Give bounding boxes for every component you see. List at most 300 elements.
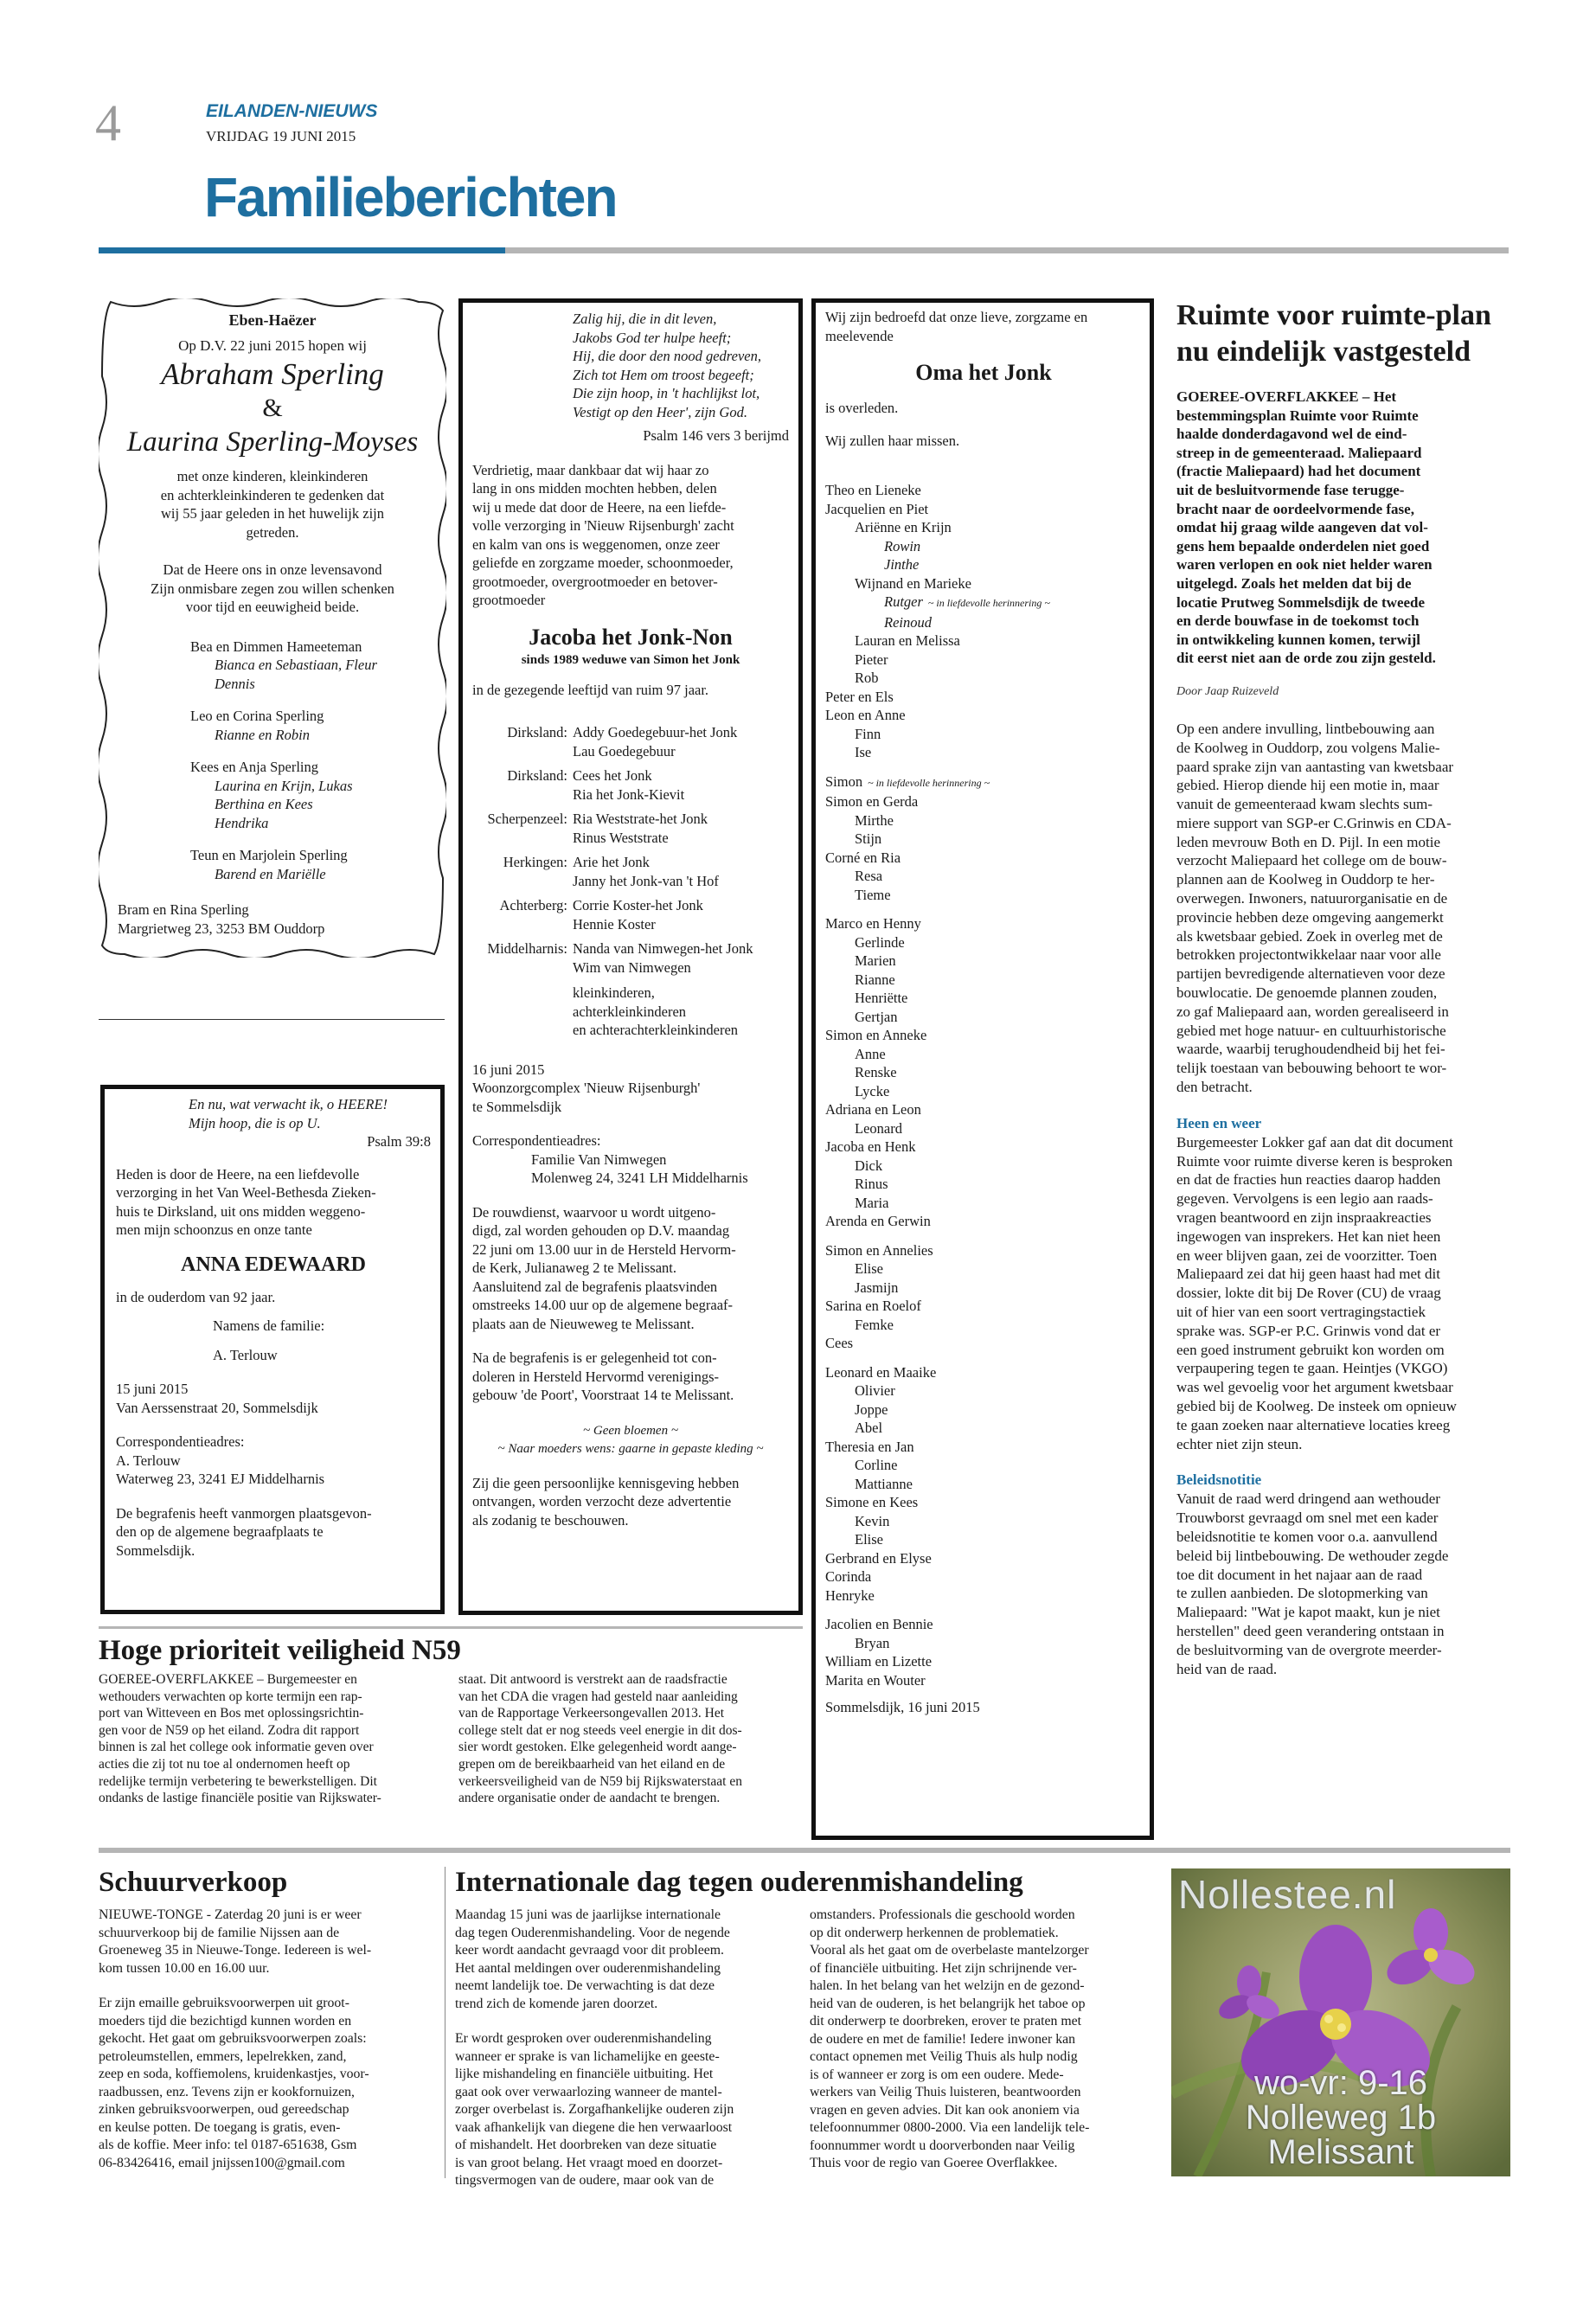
service-line: Aansluitend zal de begrafenis plaatsvinden [472, 1278, 718, 1295]
nollestee-town: Melissant [1267, 2133, 1414, 2171]
family-member: Jinthe [884, 556, 920, 573]
lead-line: gens hem bepaalde onderdelen niet goed [1176, 537, 1430, 554]
p-line: trend zich de komende jaren doorzet. [455, 1996, 658, 2011]
family-line [825, 1316, 1142, 1335]
family-children: Bianca en Sebastiaan, Fleur [215, 657, 377, 673]
corr-line: A. Terlouw [116, 1452, 181, 1469]
lead-line: dit eerst niet aan de orde zou zijn gesteld. [1176, 650, 1436, 667]
family-line [825, 1063, 1142, 1082]
p-line: Vooral als het gaat om de overbelaste mantelzorger [810, 1943, 1089, 1958]
ad-sperling-amp: & [262, 394, 283, 422]
family-member: Gerlinde [855, 933, 905, 951]
family-line [825, 914, 1142, 933]
verse-line: Hij, die door den nood gedreven, [573, 348, 761, 364]
family-line [825, 1157, 1142, 1176]
ad-edewaard-age: in de ouderdom van 92 jaar. [116, 1288, 276, 1305]
p-line: Het aantal meldingen over ouderenmishandeling [455, 1960, 721, 1976]
p-line: Maliepaard zei dat hij geen haast had met dit [1176, 1266, 1440, 1283]
family-line [825, 1297, 1142, 1316]
family-member: Femke [855, 1316, 894, 1333]
family-spacer [825, 1605, 1142, 1615]
family-member: Lauran en Melissa [855, 632, 960, 649]
verse-line: Die zijn hoop, in 't hachlijkst lot, [573, 385, 760, 401]
place-person: Addy Goedegebuur-het Jonk [573, 724, 738, 740]
family-member: Joppe [855, 1400, 888, 1418]
p-line: college stelt dat er nog steeds veel energie in dit dos- [458, 1722, 742, 1738]
p-line: tingsvermogen van de oudere, maar ook van de [455, 2173, 715, 2188]
family-line [825, 688, 1142, 707]
ad-jonk-non-notice [472, 1474, 789, 1530]
p-line: schuurverkoop bij de familie Nijssen aan de [99, 1925, 340, 1940]
family-member: Marien [855, 952, 896, 969]
place-line: te Sommelsdijk [472, 1098, 562, 1115]
p-line: gebied. Hierop diende hij een motie in, maar [1176, 777, 1439, 794]
ad-jonk-non [472, 310, 789, 1529]
p-line: verkeersveiligheid van de N59 bij Rijkswaterstaat en [458, 1773, 742, 1789]
family-line [825, 792, 1142, 811]
family-parents: Teun en Marjolein Sperling [190, 847, 348, 863]
article-ruimte-title [1176, 298, 1510, 370]
family-member: Corline [855, 1457, 898, 1473]
p-line: redelijke termijn verbetering te bewerkstelligen. Dit [99, 1773, 377, 1789]
ad-edewaard-verse-ref: Psalm 39:8 [367, 1133, 431, 1150]
body-line: grootmoeder [472, 592, 546, 608]
service-line: de Kerk, Julianaweg 2 te Melissant. [472, 1259, 676, 1276]
family-member: Adriana en Leon [825, 1101, 921, 1118]
p-line: gebied met hoge natuur- en cultuurhistorische [1176, 1022, 1446, 1039]
family-line [825, 1381, 1142, 1400]
place-row [472, 853, 789, 890]
p-line: Thuis voor de regio van Goeree Overflakkee. [810, 2156, 1058, 2170]
funeral-line: den op de algemene begraafplaats te [116, 1523, 324, 1540]
ad-jonk-non-places [472, 723, 789, 1040]
p-line: de oudere en met de familie! Iedere inwoner kan [810, 2031, 1076, 2047]
family-line [825, 1512, 1142, 1531]
article-schuurverkoop [99, 1865, 438, 2172]
p-line: Vanuit de raad werd dringend aan wethouder [1176, 1490, 1440, 1508]
p-line: echter niet zijn steun. [1176, 1435, 1303, 1452]
body-line: wij u mede dat door de Heere, na een liefde- [472, 498, 727, 516]
family-line [825, 743, 1142, 762]
lead-line: (fractie Maliepaard) had het document [1176, 463, 1421, 480]
intro-line: Wij zijn bedroefd dat onze lieve, zorgzame en [825, 309, 1088, 325]
p-line: moeders tijd die bezichtigd kunnen worden en [99, 2013, 352, 2029]
p-line: werkers van Veilig Thuis luisteren, beantwoorden [810, 2085, 1081, 2099]
family-member: Kevin [855, 1512, 890, 1529]
family-line [825, 1438, 1142, 1457]
p-line: lijke mishandeling en financiële uitbuiting. Het [455, 2067, 714, 2081]
p-line: heid van de raad. [1176, 1660, 1278, 1677]
family-member: Abel [855, 1420, 883, 1436]
family-member: Marco en Henny [825, 915, 921, 932]
p-line: sier wordt gestoken. Elke gelegenheid wordt aange- [458, 1740, 737, 1755]
p-line: Groeneweg 35 in Nieuwe-Tonge. Iedereen is wel- [99, 1943, 372, 1958]
family-line [825, 725, 1142, 744]
family-member: Wijnand en Marieke [855, 574, 971, 592]
p-line: was wel gevoelig voor het argument kwetsbaar [1176, 1379, 1453, 1396]
family-member: Ise [855, 744, 872, 760]
p-line: is van groot belang. Het vraagt moed en doorzet- [455, 2155, 723, 2170]
family-line [825, 500, 1142, 519]
lead-line: uit de besluitvormende fase terugge- [1176, 481, 1405, 498]
p-line: wanneer er sprake is van lichamelijke en geeste- [455, 2048, 720, 2064]
family-line [825, 1493, 1142, 1512]
p-line: Op een andere invulling, lintbebouwing aan [1176, 720, 1435, 737]
family-member: Olivier [855, 1382, 895, 1399]
ad-edewaard-verse [116, 1095, 431, 1132]
article-n59 [99, 1633, 803, 1807]
ad-sperling-body-line: getreden. [246, 523, 299, 541]
p-line: neemt landelijk toe. De verwachting is dat deze [455, 1978, 715, 1993]
p-line: Burgemeester Lokker gaf aan dat dit document [1176, 1133, 1453, 1150]
verse-line: Zich tot Hem om troost begeeft; [573, 366, 754, 383]
family-line [825, 1567, 1142, 1586]
p-line: dossier, lokte dit bij De Rover (CU) de vraag [1176, 1285, 1441, 1302]
family-member: Gerbrand en Elyse [825, 1549, 932, 1567]
flowers-line: ~ Naar moeders wens: gaarne in gepaste kleding ~ [497, 1441, 764, 1456]
p-line: telijk toestaan van bebouwing behoort te wor- [1176, 1060, 1447, 1077]
verse-line: Jakobs God ter hulpe heeft; [573, 329, 732, 346]
lead-line: omdat hij graag wilde aangeven dat vol- [1176, 519, 1428, 536]
ad-jonk-non-name: Jacoba het Jonk-Non [529, 624, 733, 650]
ad-edewaard-date: 15 juni 2015 [116, 1381, 189, 1397]
memorial-note: ~ in liefdevolle herinnering ~ [868, 776, 990, 789]
p-line: grepen om de bereikbaarheid van het eiland en de [458, 1756, 726, 1772]
corr-line: Molenweg 24, 3241 LH Middelharnis [531, 1170, 748, 1186]
nollestee-street: Nolleweg 1b [1245, 2099, 1437, 2137]
place-person: Lau Goedegebuur [573, 742, 676, 760]
p-line: 06-83426416, email jnijssen100@gmail.com [99, 2155, 345, 2170]
p-line: zeep en soda, koffiemolens, kruidenkastjes, voor- [99, 2067, 369, 2081]
page-number: 4 [95, 94, 121, 151]
family-spacer [825, 762, 1142, 772]
p-line: ingewogen van insprekers. Het kan niet heen [1176, 1227, 1441, 1245]
condolence-line: Na de begrafenis is er gelegenheid tot con- [472, 1349, 717, 1366]
family-member: Bryan [855, 1634, 890, 1651]
ad-sperling-address [112, 901, 433, 938]
family-children: Berthina en Kees [215, 796, 313, 812]
verse-line: Zalig hij, die in dit leven, [573, 311, 717, 327]
p-line: acties die zij tot nu toe al ondernomen heeft op [99, 1756, 350, 1772]
nollestee-hours: wo-vr: 9-16 [1253, 2064, 1428, 2102]
family-line [825, 867, 1142, 886]
p-line: heid van de ouderen, is het belangrijk het taboe op [810, 1996, 1086, 2011]
ad-jonk-non-place-lines [472, 1079, 789, 1116]
ad-sperling-body-line: met onze kinderen, kleinkinderen [176, 468, 369, 484]
family-member: William en Lizette [825, 1653, 933, 1670]
p-line: omstanders. Professionals die geschoold worden [810, 1907, 1075, 1922]
ad-sperling-header: Eben-Haëzer [228, 311, 317, 329]
place-row [472, 939, 789, 977]
family-line [825, 1241, 1142, 1260]
family-member: Jacoba en Henk [825, 1138, 916, 1155]
family-line [825, 811, 1142, 830]
lead-line: bracht naar de oordeelvormende fase, [1176, 500, 1414, 517]
issue-date: VRIJDAG 19 JUNI 2015 [206, 128, 356, 144]
family-member: Henryke [825, 1586, 875, 1604]
ad-sperling-prayer-line: voor tijd en eeuwigheid beide. [185, 599, 360, 615]
family-line [825, 1586, 1142, 1606]
body-line: geliefde en zorgzame moeder, schoonmoeder, [472, 554, 734, 571]
family-member: Jacquelien en Piet [825, 500, 929, 517]
p-line: raadbussen, enz. Tevens zijn er kookfornuizen, [99, 2084, 356, 2099]
p-line: en weer blijven gaan, zei de voorzitter. Toen [1176, 1247, 1438, 1264]
family-member: Rinus [855, 1176, 888, 1192]
family-line [825, 1279, 1142, 1298]
p-line: zinken gebruiksvoorwerpen, oud gereedschap [99, 2102, 349, 2117]
family-children: Dennis [215, 675, 255, 692]
p-line: toe dit document in het najaar aan de raad [1176, 1566, 1423, 1583]
family-member: Elise [855, 1531, 883, 1548]
ad-jonk-non-corr-label: Correspondentieadres: [472, 1132, 601, 1149]
p-line: zo gaf Maliepaard aan, worden gerealiseerd in [1176, 1003, 1449, 1020]
place-name: Dirksland: [507, 724, 567, 740]
masthead-rule-blue [99, 247, 505, 253]
article-ruimte-sub2: Beleidsnotitie [1176, 1471, 1262, 1489]
p-line: Er zijn emaille gebruiksvoorwerpen uit groot- [99, 1996, 349, 2010]
condolence-line: gebouw 'de Poort', Voorstraat 14 te Melissant. [472, 1387, 734, 1403]
article-ouderen-col1b [455, 2030, 798, 2190]
family-parents: Bea en Dimmen Hameeteman [190, 638, 362, 655]
p-line: zorger overbelast is. Zorgafhankelijke ouderen zijn [455, 2102, 734, 2117]
p-line: telefoonnummer 0800-2000. Via een landelijk tele- [810, 2120, 1090, 2135]
descendants [472, 984, 789, 1040]
ad-oma-passed: is overleden. [825, 400, 899, 416]
family-line [825, 971, 1142, 990]
family-line [825, 1456, 1142, 1475]
article-n59-col2 [458, 1671, 801, 1807]
place-person: Corrie Koster-het Jonk [573, 897, 703, 913]
family-member: Theresia en Jan [825, 1438, 914, 1455]
family-member: Leon en Anne [825, 707, 906, 723]
body-line: volle verzorging in 'Nieuw Rijsenburgh' zacht [472, 517, 734, 534]
family-line [825, 1475, 1142, 1494]
condolence-line: doleren in Hersteld Hervormd verenigings- [472, 1368, 719, 1385]
place-line: Woonzorgcomplex 'Nieuw Rijsenburgh' [472, 1080, 701, 1096]
flowers-line: ~ Geen bloemen ~ [583, 1423, 678, 1438]
ad-sperling-prayer-line: Zijn onmisbare zegen zou willen schenken [151, 580, 394, 597]
place-row [472, 766, 789, 804]
nollestee-ad[interactable] [1171, 1868, 1510, 2176]
family-line [825, 706, 1142, 725]
article-n59-col1 [99, 1671, 441, 1807]
lead-line: haalde donderdagavond wel de eind- [1176, 426, 1407, 443]
family-line [825, 669, 1142, 688]
service-line: De rouwdienst, waarvoor u wordt uitgeno- [472, 1203, 716, 1221]
lead-line: en derde bouwfase in de toekomst toch [1176, 612, 1420, 630]
ad-sperling-intro: Op D.V. 22 juni 2015 hopen wij [178, 337, 367, 354]
ad-oma-miss: Wij zullen haar missen. [825, 432, 960, 449]
descendants-line: kleinkinderen, [573, 984, 655, 1001]
article-n59-title: Hoge prioriteit veiligheid N59 [99, 1635, 461, 1666]
place-name: Achterberg: [499, 897, 567, 913]
n59-rule [99, 1626, 803, 1629]
family-member: Rowin [884, 537, 921, 554]
family-line [825, 593, 1142, 613]
body-line: Heden is door de Heere, na een liefdevolle [116, 1165, 360, 1183]
family-member: Resa [855, 868, 883, 884]
family-member: Peter en Els [825, 688, 894, 705]
family-member: Leonard [855, 1119, 902, 1137]
family-line [825, 518, 1142, 537]
service-line: plaats aan de Nieuweweg te Melissant. [472, 1315, 695, 1332]
p-line: te zullen aanbieden. De slotopmerking van [1176, 1585, 1428, 1602]
body-line: grootmoeder, overgrootmoeder en betover- [472, 573, 718, 590]
place-person: Arie het Jonk [573, 854, 650, 870]
bottom-rule [99, 1848, 1510, 1853]
family-line [825, 1419, 1142, 1438]
title-line: Ruimte voor ruimte-plan [1176, 299, 1491, 331]
place-row [472, 896, 789, 933]
p-line: binnen is zal het college ook informatie geven over [99, 1740, 374, 1755]
family-member: Finn [855, 725, 881, 742]
notice-line: ontvangen, worden verzocht deze advertentie [472, 1493, 732, 1509]
p-line: vaak afhankelijk van diegene die hen verwaarloost [455, 2119, 733, 2135]
ad-sperling-prayer-line: Dat de Heere ons in onze levensavond [163, 561, 382, 578]
article-ouderen-col1 [455, 1907, 798, 2190]
family-children: Hendrika [215, 814, 269, 831]
p-line: als kwetsbaar gebied. Zoek in overleg met de [1176, 927, 1443, 945]
notice-line: Zij die geen persoonlijke kennisgeving hebben [472, 1474, 740, 1491]
p-line: van de Rapportage Verkeersongevallen 2013. Het [458, 1706, 725, 1721]
nollestee-info [1171, 2066, 1510, 2170]
family-line [825, 631, 1142, 651]
ad-sperling-body-line: wij 55 jaar geleden in het huwelijk zijn [161, 505, 384, 522]
place-person: Ria Weststrate-het Jonk [573, 811, 708, 827]
place-row [472, 810, 789, 847]
p-line: partijen bevredigende alternatieven voor deze [1176, 965, 1445, 983]
funeral-line: Sommelsdijk. [116, 1541, 195, 1559]
ad-jonk-non-body [472, 461, 789, 610]
p-line: gaat ook over verwaarlozing wanneer de mantel- [455, 2084, 722, 2099]
ad-edewaard-corr-label: Correspondentieadres: [116, 1433, 245, 1450]
family-member: Lycke [855, 1082, 890, 1099]
family-line [825, 1363, 1142, 1382]
article-ouderen-columns [455, 1907, 1161, 2190]
service-line: digd, zal worden gehouden op D.V. maandag [472, 1222, 730, 1239]
p-line: wethouders verwachten op korte termijn een rap- [99, 1689, 362, 1704]
verse-line: Mijn hoop, die is op U. [189, 1114, 321, 1131]
p-line: overwegen. Inwoners, natuurorganisatie en de [1176, 890, 1448, 907]
ad-edewaard-funeral [116, 1504, 431, 1561]
family-spacer [825, 1353, 1142, 1363]
p-line: van het CDA die vragen had gesteld naar aanleiding [458, 1689, 738, 1704]
family-line [825, 1008, 1142, 1027]
descendants-line: achterkleinkinderen [573, 1003, 687, 1020]
family-line [825, 1082, 1142, 1101]
family-line [825, 1045, 1142, 1064]
family-line [825, 886, 1142, 905]
family-line [825, 574, 1142, 593]
family-line [825, 952, 1142, 971]
family-line [825, 1138, 1142, 1157]
place-person: Rinus Weststrate [573, 829, 669, 846]
p-line: betrokken projectontwikkelaar naar voor alle [1176, 946, 1441, 964]
family-line [825, 933, 1142, 952]
p-line: staat. Dit antwoord is verstrekt aan de raadsfractie [458, 1672, 727, 1687]
p-line: herstellen" deed geen verandering ontstaan in [1176, 1622, 1445, 1639]
family-member: Corinda [825, 1568, 872, 1585]
family-line [825, 849, 1142, 868]
family-children: Rianne en Robin [215, 726, 310, 743]
notice-line: als zodanig te beschouwen. [472, 1511, 629, 1529]
family-member: Reinoud [884, 613, 932, 631]
p-line: leden mevrouw Both en D. Pijl. In een motie [1176, 833, 1440, 850]
ad-jonk-non-age: in de gezegende leeftijd van ruim 97 jaar. [472, 681, 709, 698]
p-line: beleidsnotitie te komen voor o.a. aanvullend [1176, 1528, 1438, 1545]
lead-line: in ontwikkeling kunnen komen, terwijl [1176, 631, 1420, 648]
family-member: Mirthe [855, 811, 894, 829]
family-member: Renske [855, 1064, 897, 1080]
family-line [825, 537, 1142, 556]
place-person: Wim van Nimwegen [573, 958, 691, 976]
p-line: dag tegen Ouderenmishandeling. Voor de negende [455, 1925, 730, 1940]
family-line [825, 1634, 1142, 1653]
p-line: NIEUWE-TONGE - Zaterdag 20 juni is er weer [99, 1907, 362, 1922]
family-line [825, 1026, 1142, 1045]
family-member: Sarina en Roelof [825, 1298, 921, 1314]
title-line: nu eindelijk vastgesteld [1176, 336, 1471, 368]
family-member: Henriëtte [855, 990, 908, 1006]
family-parents: Leo en Corina Sperling [190, 708, 324, 724]
family-member: Maria [855, 1194, 889, 1211]
ad-oma-name: Oma het Jonk [915, 360, 1052, 385]
ad-jonk-non-sub: sinds 1989 weduwe van Simon het Jonk [521, 652, 740, 667]
place-row [472, 723, 789, 760]
ad-edewaard-corr [116, 1452, 431, 1489]
body-line: Verdrietig, maar dankbaar dat wij haar zo [472, 461, 709, 478]
family-member: Simone en Kees [825, 1494, 919, 1510]
family-member: Tieme [855, 886, 891, 903]
verse-line: Vestigt op den Heer', zijn God. [573, 403, 747, 420]
article-ruimte-lead [1176, 388, 1510, 668]
p-line: plannen aan de Koolweg in Ouddorp te her- [1176, 871, 1435, 888]
family-member: Simon [825, 772, 863, 790]
family-line [825, 989, 1142, 1008]
family-spacer [825, 1231, 1142, 1241]
family-member: Dick [855, 1157, 883, 1174]
p-line: kom tussen 10.00 en 16.00 uur. [99, 1960, 270, 1976]
family-parents: Kees en Anja Sperling [190, 759, 319, 775]
ad-sperling-body [112, 467, 433, 542]
ad-oma-intro [825, 308, 1142, 345]
ad-oma-family [825, 481, 1142, 1689]
article-n59-columns [99, 1671, 803, 1807]
p-line: gen voor de N59 op het eiland. Zodra dit rapport [99, 1722, 360, 1738]
p-line: en keulse potten. De toegang is gratis, even- [99, 2119, 341, 2135]
family-member: Simon en Annelies [825, 1241, 933, 1259]
article-ruimte-p2 [1176, 1133, 1510, 1454]
family-member: Arenda en Gerwin [825, 1213, 931, 1229]
ad-edewaard-name: ANNA EDEWAARD [180, 1253, 367, 1276]
p-line: als de koffie. Meer info: tel 0187-651638, Gsm [99, 2138, 357, 2152]
article-ruimte [1176, 298, 1510, 1678]
p-line: miere support van SGP-er C.Grinwis en CDA- [1176, 814, 1452, 831]
family-line [825, 1119, 1142, 1138]
family-line [825, 1652, 1142, 1671]
p-line: vragen beantwoord en zijn inspraakreacties [1176, 1209, 1432, 1227]
article-schuur-p2 [99, 1995, 438, 2172]
family-member: Simon en Anneke [825, 1027, 927, 1043]
family-line [825, 1212, 1142, 1231]
intro-line: meelevende [825, 327, 894, 344]
ad-edewaard-family-name: A. Terlouw [213, 1346, 278, 1363]
family-line [825, 1100, 1142, 1119]
p-line: port van Witteveen en Bos met oplossingsrichtin- [99, 1706, 364, 1721]
family-member: Mattianne [855, 1475, 913, 1492]
p-line: de besluitvorming van de overgrote meerder- [1176, 1641, 1442, 1658]
family-member: Marita en Wouter [825, 1671, 926, 1689]
